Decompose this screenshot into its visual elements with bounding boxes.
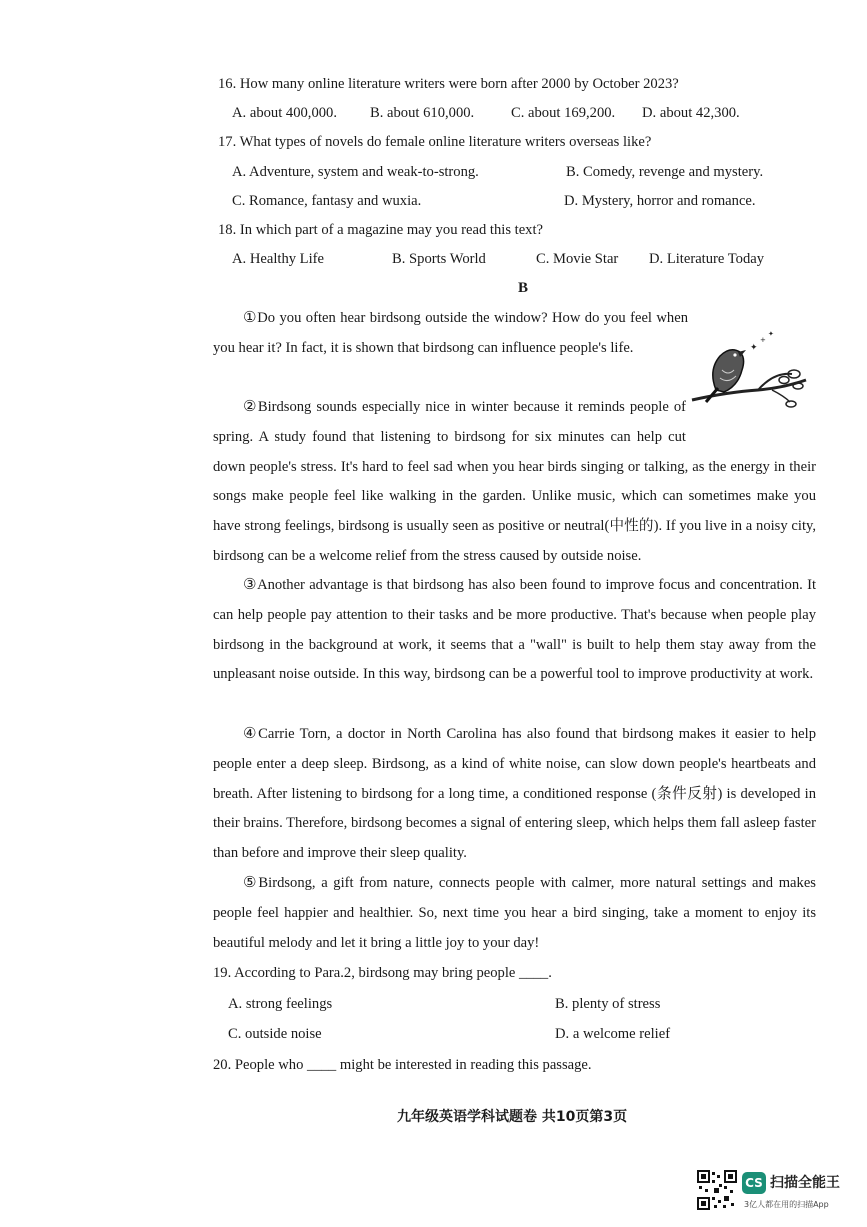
scanner-tagline: 3亿人都在用的扫描App	[744, 1200, 829, 1209]
q18-option-c: C. Movie Star	[536, 251, 619, 267]
scanner-logo-icon: CS	[742, 1172, 766, 1194]
passage-paragraph-1	[213, 303, 688, 364]
paragraph-number: ④	[243, 724, 259, 742]
passage-paragraph-4	[213, 719, 816, 869]
q17-option-c: C. Romance, fantasy and wuxia.	[232, 193, 422, 209]
paragraph-text: Another advantage is that birdsong has also been found to improve focus and concentration. It can help people pay attention to their tasks and be more productive. That's because when people play birdsong in the background at work, it seems that a "wall" is built to help them stay away from the unpleasant noise outside. In this way, birdsong can be a powerful tool to improve productivity at work.	[213, 577, 816, 683]
q16-option-d: D. about 42,300.	[642, 105, 740, 121]
svg-text:✦: ✦	[750, 343, 758, 353]
q17-option-d: D. Mystery, horror and romance.	[564, 193, 756, 209]
scanner-app-name: 扫描全能王	[770, 1175, 840, 1191]
passage-paragraph-5	[213, 868, 816, 958]
paragraph-text: Birdsong, a gift from nature, connects people with calmer, more natural settings and makes people feel happier and healthier. So, next time you hear a bird singing, take a moment to enjoy its beautiful melody and let it bring a little joy to your day!	[213, 875, 816, 951]
paragraph-text: Carrie Torn, a doctor in North Carolina has also found that birdsong makes it easier to help people enter a deep sleep. Birdsong, as a kind of white noise, can slow down people's heartbeats and breath. After listening to birdsong for a long time, a conditioned response (条件反射) is developed in their brains. Therefore, birdsong becomes a signal of entering sleep, which helps them fall asleep faster than before and improve their sleep quality.	[213, 726, 816, 862]
q17-option-a: A. Adventure, system and weak-to-strong.	[232, 164, 479, 180]
page-footer: 九年级英语学科试题卷 共10页第3页	[397, 1109, 628, 1125]
question-19-stem: 19. According to Para.2, birdsong may bring people ____.	[213, 965, 552, 981]
svg-text:✦: ✦	[768, 330, 774, 338]
q16-option-a: A. about 400,000.	[232, 105, 337, 121]
section-label: B	[518, 280, 529, 296]
paragraph-number: ②	[243, 397, 258, 415]
paragraph-number: ①	[243, 308, 258, 326]
q18-option-b: B. Sports World	[392, 251, 486, 267]
passage-paragraph-2	[213, 392, 816, 572]
paragraph-number: ③	[243, 575, 258, 593]
paragraph-text: Birdsong sounds especially nice in winter because it reminds people of spring. A study found that listening to birdsong for six minutes can help cut down people's stress. It's hard to feel sad when you hear birds singing or talking, as the energy in their songs make people feel like walking in the garden. Unlike music, which can sometimes make you have strong feelings, birdsong is usually seen as positive or neutral(中性的). If you live in a noisy city, birdsong can be a welcome relief from the stress caused by outside noise.	[213, 399, 816, 564]
q19-option-a: A. strong feelings	[228, 996, 333, 1012]
qr-code-icon	[697, 1170, 737, 1210]
q16-option-b: B. about 610,000.	[370, 105, 475, 121]
q19-option-c: C. outside noise	[228, 1026, 322, 1042]
q19-option-b: B. plenty of stress	[555, 996, 661, 1012]
question-20-stem: 20. People who ____ might be interested in reading this passage.	[213, 1057, 592, 1073]
paragraph-number: ⑤	[243, 873, 259, 891]
q16-option-c: C. about 169,200.	[511, 105, 616, 121]
q18-option-d: D. Literature Today	[649, 251, 765, 267]
question-18-stem: 18. In which part of a magazine may you read this text?	[218, 222, 544, 238]
q19-option-d: D. a welcome relief	[555, 1026, 671, 1042]
passage-paragraph-3	[213, 570, 816, 690]
svg-text:+: +	[760, 336, 766, 344]
q17-option-b: B. Comedy, revenge and mystery.	[566, 164, 764, 180]
q18-option-a: A. Healthy Life	[232, 251, 324, 267]
question-17-stem: 17. What types of novels do female online literature writers overseas like?	[218, 134, 652, 150]
paragraph-text: Do you often hear birdsong outside the window? How do you feel when you hear it? In fact, it is shown that birdsong can influence people's life.	[213, 310, 689, 356]
question-16-stem: 16. How many online literature writers were born after 2000 by October 2023?	[218, 76, 679, 92]
